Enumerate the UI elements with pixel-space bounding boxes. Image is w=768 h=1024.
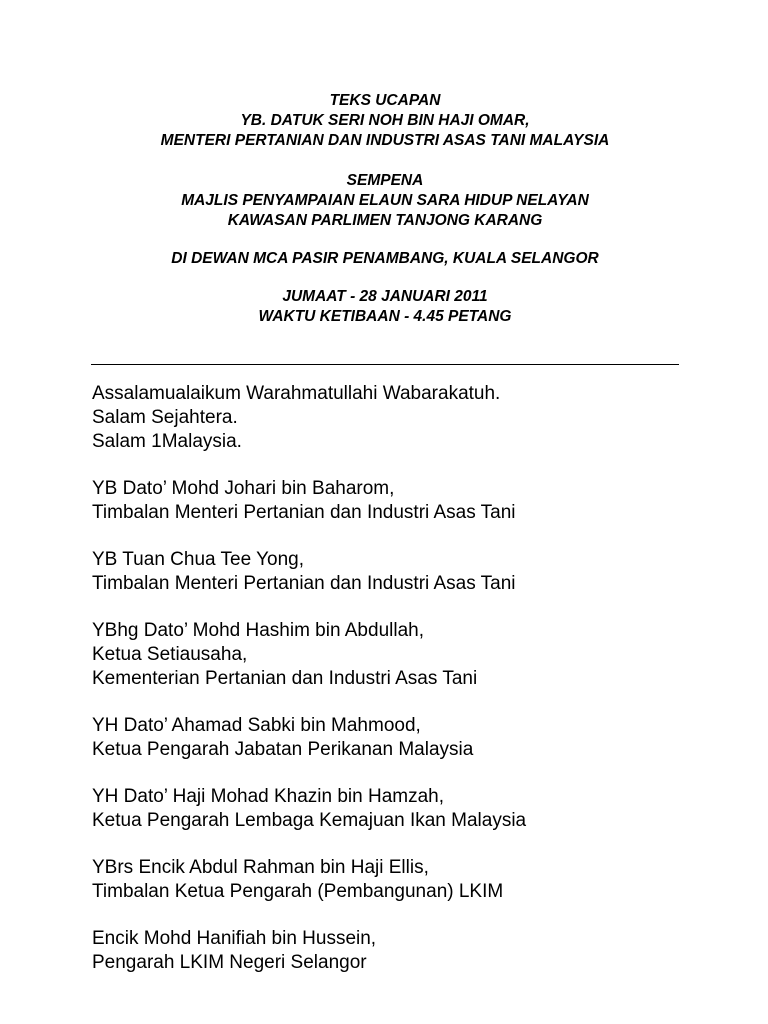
dignitary-name: YB Dato’ Mohd Johari bin Baharom, <box>92 478 395 499</box>
dignitary-name: YBhg Dato’ Mohd Hashim bin Abdullah, <box>92 620 424 641</box>
dignitary-name: YB Tuan Chua Tee Yong, <box>92 549 304 570</box>
dignitary-title: Timbalan Ketua Pengarah (Pembangunan) LKIM <box>92 881 504 902</box>
greeting-line: Salam 1Malaysia. <box>92 431 242 452</box>
speech-body <box>92 382 732 998</box>
header-speaker-name: YB. DATUK SERI NOH BIN HAJI OMAR, <box>240 112 530 129</box>
greetings-block <box>92 382 732 454</box>
dignitary-title: Timbalan Menteri Pertanian dan Industri Asas Tani <box>92 502 516 523</box>
dignitary-name: Encik Mohd Hanifiah bin Hussein, <box>92 928 377 949</box>
dignitary-title: Timbalan Menteri Pertanian dan Industri Asas Tani <box>92 573 516 594</box>
dignitary-name: YBrs Encik Abdul Rahman bin Haji Ellis, <box>92 857 429 878</box>
header-divider <box>91 364 679 365</box>
header-occasion-label: SEMPENA <box>346 172 424 189</box>
dignitary-block <box>92 477 732 525</box>
greeting-line: Salam Sejahtera. <box>92 407 238 428</box>
header-arrival-time: WAKTU KETIBAAN - 4.45 PETANG <box>258 308 512 325</box>
header-event-name: MAJLIS PENYAMPAIAN ELAUN SARA HIDUP NELAYAN <box>181 192 589 209</box>
dignitary-block <box>92 856 732 904</box>
greeting-line: Assalamualaikum Warahmatullahi Wabarakatuh. <box>92 383 501 404</box>
header-venue: DI DEWAN MCA PASIR PENAMBANG, KUALA SELANGOR <box>171 250 599 267</box>
dignitary-title: Ketua Setiausaha, <box>92 644 248 665</box>
dignitary-block <box>92 785 732 833</box>
header-constituency: KAWASAN PARLIMEN TANJONG KARANG <box>227 212 543 229</box>
dignitary-title: Ketua Pengarah Lembaga Kemajuan Ikan Malaysia <box>92 810 527 831</box>
dignitary-block <box>92 714 732 762</box>
header-date: JUMAAT - 28 JANUARI 2011 <box>282 288 488 305</box>
speech-header <box>0 91 768 327</box>
dignitary-title: Pengarah LKIM Negeri Selangor <box>92 952 367 973</box>
dignitary-title: Ketua Pengarah Jabatan Perikanan Malaysia <box>92 739 474 760</box>
dignitary-block <box>92 927 732 975</box>
dignitary-name: YH Dato’ Haji Mohad Khazin bin Hamzah, <box>92 786 445 807</box>
dignitary-block <box>92 619 732 691</box>
header-title: TEKS UCAPAN <box>329 92 441 109</box>
dignitary-name: YH Dato’ Ahamad Sabki bin Mahmood, <box>92 715 421 736</box>
dignitary-block <box>92 548 732 596</box>
header-speaker-position: MENTERI PERTANIAN DAN INDUSTRI ASAS TANI MALAYSIA <box>160 132 610 149</box>
dignitary-organisation: Kementerian Pertanian dan Industri Asas Tani <box>92 668 478 689</box>
